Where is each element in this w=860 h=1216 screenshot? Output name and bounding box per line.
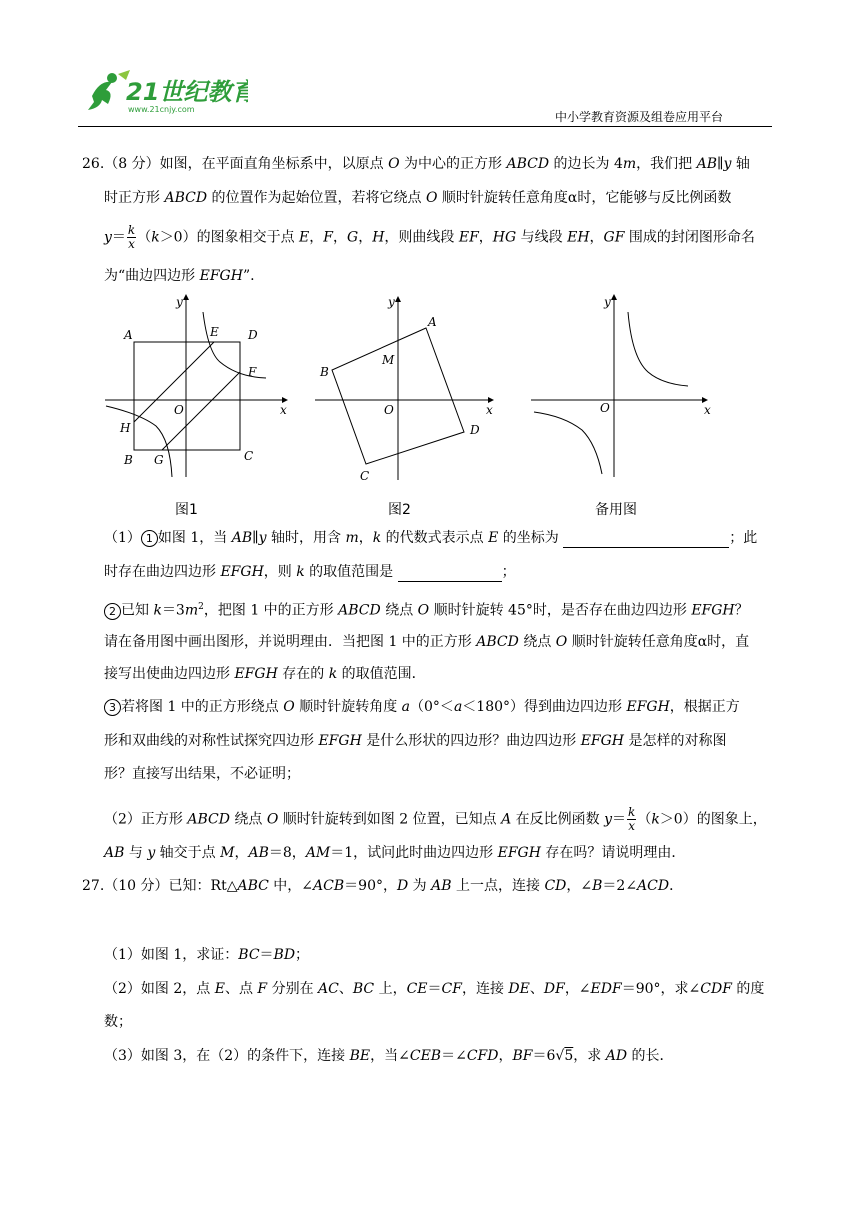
svg-text:D: D (248, 328, 258, 342)
svg-text:x: x (486, 403, 493, 417)
figure-3 (528, 292, 718, 482)
svg-text:x: x (704, 403, 711, 417)
svg-text:F: F (248, 365, 257, 379)
p26-q1-line7: 形和双曲线的对称性试探究四边形 EFGH 是什么形状的四边形？曲边四边形 EFGH 是怎样的对称图 (104, 733, 727, 749)
svg-text:www.21cnjy.com: www.21cnjy.com (128, 105, 195, 114)
p26-q1-line2: 时存在曲边四边形 EFGH，则 k 的取值范围是 ； (104, 564, 516, 580)
svg-text:B: B (320, 365, 329, 379)
svg-text:O: O (174, 403, 184, 417)
logo (78, 68, 248, 118)
svg-text:C: C (360, 469, 370, 483)
p26-line4: 为“曲边四边形 EFGH”. (104, 268, 255, 284)
svg-text:B: B (124, 453, 133, 467)
p27-line1: 27.（10 分）已知：Rt△ABC 中，∠ACB＝90°，D 为 AB 上一点，连接 CD，∠B＝2∠ACD． (82, 878, 684, 894)
p27-q2-line2: 数； (104, 1014, 132, 1030)
header-rule (78, 126, 772, 127)
svg-text:O: O (384, 403, 394, 417)
p26-line1: 26.（8 分）如图，在平面直角坐标系中，以原点 O 为中心的正方形 ABCD 的边长为 4m，我们把 AB∥y 轴 (82, 156, 750, 172)
svg-text:x: x (280, 403, 287, 417)
svg-text:H: H (120, 421, 131, 435)
p26-q1-line5: 接写出使曲边四边形 EFGH 存在的 k 的取值范围． (104, 666, 426, 682)
svg-text:A: A (124, 328, 133, 342)
p26-q1-line3: 2 已知 $k=3m^2$，把图 1 中的正方形 ABCD 绕点 O 顺时针旋转 45°时，是否存在曲边四边形 EFGH？ (104, 597, 749, 621)
svg-text:G: G (154, 453, 164, 467)
svg-text:E: E (210, 325, 219, 339)
fig3-label: 备用图 (595, 502, 637, 518)
p26-q1-line8: 形？直接写出结果，不必证明； (104, 766, 300, 782)
platform-name: 中小学教育资源及组卷应用平台 (555, 110, 724, 124)
p26-q1-line1: （1） 1 如图 1，当 AB∥y 轴时，用含 m，k 的代数式表示点 E 的坐标为 ；此 (104, 530, 758, 546)
svg-text:21世纪教育: 21世纪教育 (126, 78, 248, 106)
svg-text:O: O (600, 401, 610, 415)
fig2-label: 图2 (388, 502, 411, 518)
p26-q1-line6: 3 若将图 1 中的正方形绕点 O 顺时针旋转角度 a（0°＜a＜180°）得到曲边四边形 EFGH，根据正方 (104, 697, 740, 717)
figure-2 (310, 292, 500, 487)
svg-text:y: y (604, 295, 611, 309)
p27-q1: （1）如图 1，求证：BC＝BD； (104, 947, 310, 963)
figure-1 (100, 292, 300, 482)
p26-q2-line2: AB 与 y 轴交于点 M，AB＝8，AM＝1，试问此时曲边四边形 EFGH 存在吗？请说明理由． (104, 845, 686, 861)
svg-text:D: D (470, 423, 480, 437)
p27-q2-line1: （2）如图 2，点 E、点 F 分别在 AC、BC 上，CE＝CF，连接 DE、DF，∠EDF＝90°，求∠CDF 的度 (104, 981, 765, 997)
p26-line2: 时正方形 ABCD 的位置作为起始位置，若将它绕点 O 顺时针旋转任意角度α时，它能够与反比例函数 (104, 190, 732, 206)
p27-q3: （3）如图 3，在（2）的条件下，连接 BE，当∠CEB＝∠CFD，BF＝6√5，求 AD 的长． (104, 1048, 674, 1064)
p26-q2-line1: （2）正方形 ABCD 绕点 O 顺时针旋转到如图 2 位置，已知点 A 在反比例函数 y＝ $\frac{k}{x}$ （k＞0）的图象上， (104, 805, 767, 833)
p26-q1-line4: 请在备用图中画出图形，并说明理由．当把图 1 中的正方形 ABCD 绕点 O 顺时针旋转任意角度α时，直 (104, 634, 750, 650)
fig1-label: 图1 (175, 502, 198, 518)
svg-text:C: C (244, 449, 254, 463)
svg-text:y: y (176, 295, 183, 309)
svg-text:M: M (382, 353, 395, 367)
svg-text:y: y (388, 295, 395, 309)
p26-line3: y＝ $\frac{k}{x}$ （k＞0）的图象相交于点 E，F，G，H，则曲线段 EF，HG 与线段 EH，GF 围成的封闭图形命名 (104, 223, 755, 251)
svg-text:A: A (428, 315, 437, 329)
